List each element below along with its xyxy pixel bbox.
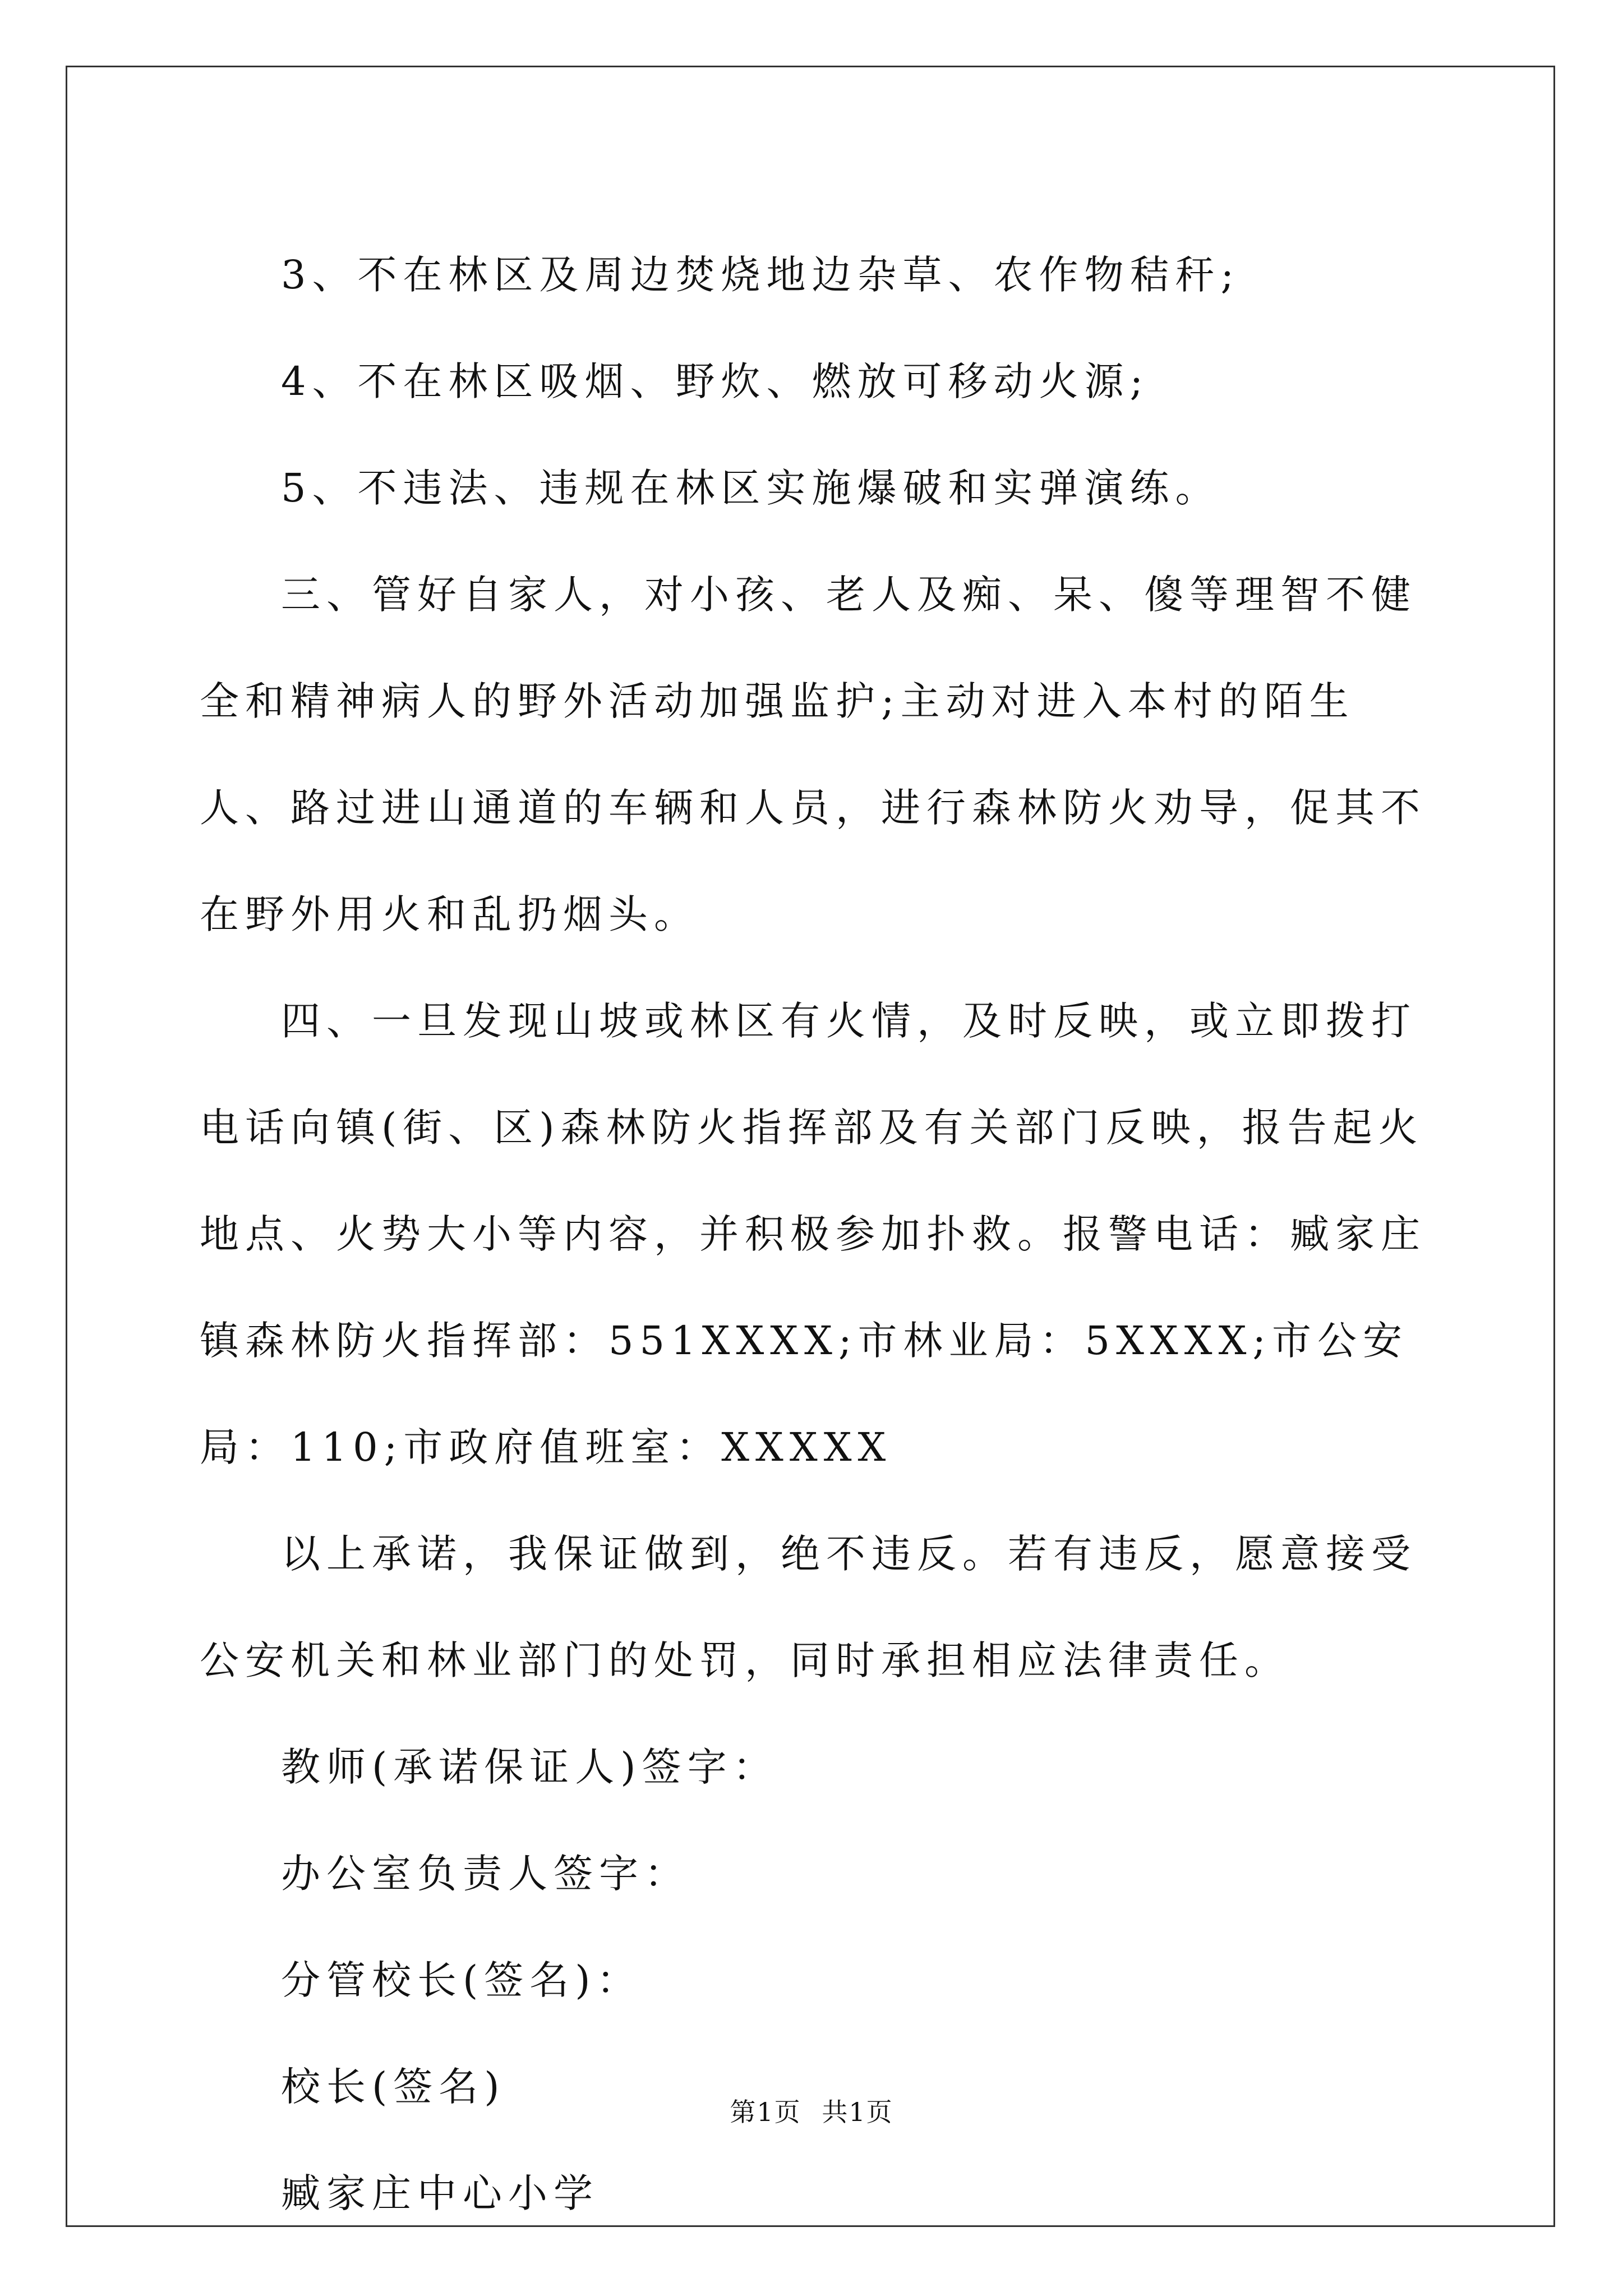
paragraph-pledge: 以上承诺，我保证做到，绝不违反。若有违反，愿意接受公安机关和林业部门的处罚，同时承担相应法律责任。 [200, 1531, 1417, 1683]
paragraph-section-three: 三、管好自家人，对小孩、老人及痴、呆、傻等理智不健全和精神病人的野外活动加强监护;主动对进入本村的陌生人、路过进山通道的车辆和人员，进行森林防火劝导，促其不在野外用火和乱扔烟头。 [200, 572, 1426, 937]
paragraph-section-four: 四、一旦发现山坡或林区有火情，及时反映，或立即拨打电话向镇(街、区)森林防火指挥部及有关部门反映，报告起火地点、火势大小等内容，并积极参加扑救。报警电话：臧家庄镇森林防火指挥部：551XXXX;市林业局：5XXXX;市公安局：110;市政府值班室：XXXXX [200, 998, 1426, 1470]
teacher-signature-line: 教师(承诺保证人)签字： [281, 1744, 778, 1790]
school-name: 臧家庄中心小学 [281, 2170, 599, 2216]
paragraph-item-4: 4、不在林区吸烟、野炊、燃放可移动火源; [281, 358, 1150, 404]
page-number: 第1页 [730, 2097, 801, 2127]
office-head-signature-line: 办公室负责人签字： [281, 1851, 690, 1897]
vice-principal-signature-line: 分管校长(签名)： [281, 1957, 642, 2003]
paragraph-item-3: 3、不在林区及周边焚烧地边杂草、农作物秸秆; [281, 252, 1241, 298]
principal-signature-line: 校长(签名) [281, 2064, 506, 2110]
page-footer [0, 2095, 1623, 2129]
document-body [200, 222, 1433, 2247]
paragraph-item-5: 5、不违法、违规在林区实施爆破和实弹演练。 [281, 465, 1221, 511]
page-total: 共1页 [822, 2097, 893, 2127]
